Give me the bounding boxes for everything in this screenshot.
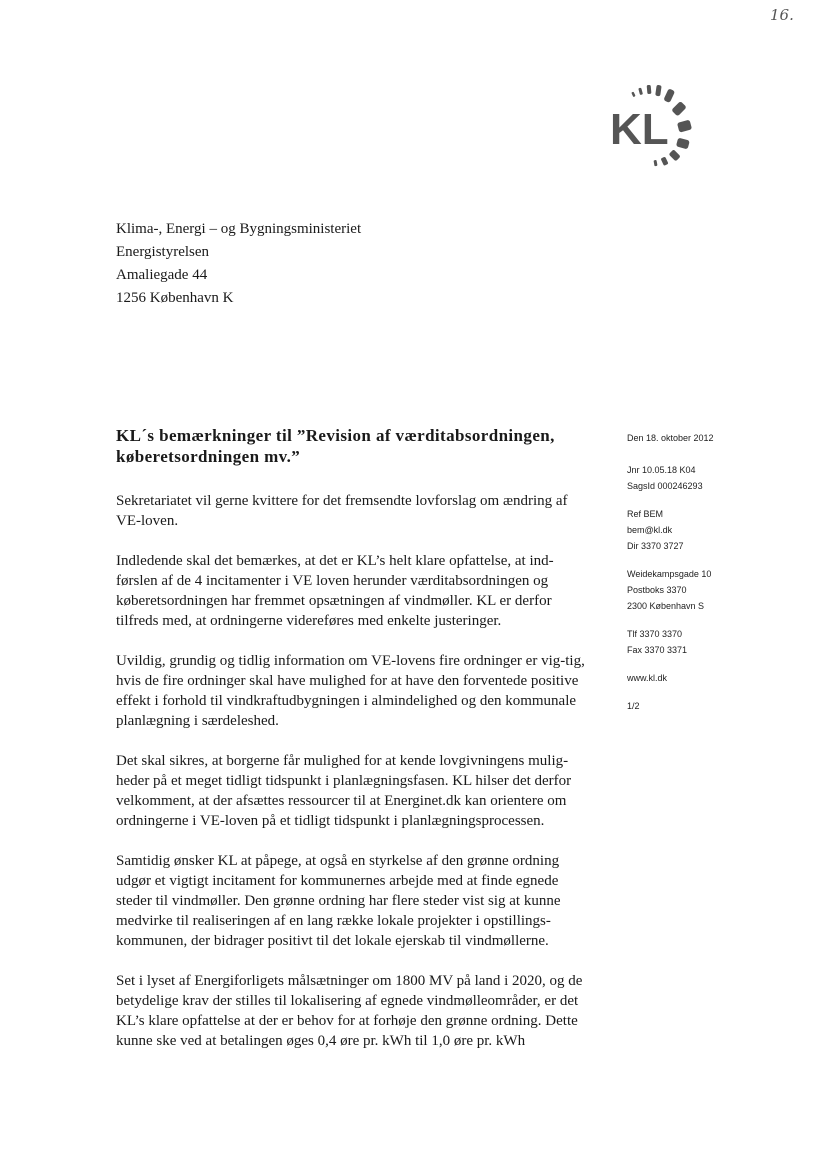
kl-logo	[608, 82, 708, 174]
letter-body	[116, 491, 592, 1071]
recipient-line: Amaliegade 44	[116, 267, 208, 283]
page-count: 1/2	[627, 701, 640, 711]
letter-date: Den 18. oktober 2012	[627, 433, 714, 443]
website: www.kl.dk	[627, 673, 668, 683]
street: Weidekampsgade 10	[627, 569, 712, 579]
letter-title: KL´s bemærkninger til ”Revision af værditabsordningen, køberetsordningen mv.”	[116, 426, 555, 466]
phone: Tlf 3370 3370	[627, 629, 683, 639]
body-paragraph: Uvildig, grundig og tidlig information om VE-lovens fire ordninger er vig-tig, hvis de fire ordninger skal have mulighed for at have den forventede positive effekt i forhold til vindkraftudbygningen i almindelighed og den kommunale planlægning i særdeleshed.	[116, 653, 585, 729]
body-paragraph: Samtidig ønsker KL at påpege, at også en styrkelse af den grønne ordning udgør et vigtigt incitament for kommunernes arbejde med at finde egnede steder til vindmøller. Den grønne ordning har flere steder vist sig at kunne medvirke til realiseringen af en lang række lokale projekter i opstillings-kommunen, der bidrager positivt til det lokale ejerskab til vindmøllerne.	[116, 853, 561, 949]
fax: Fax 3370 3371	[627, 645, 688, 655]
contact-info	[627, 506, 787, 554]
journal-number: Jnr 10.05.18 K04	[627, 465, 696, 475]
direct-phone: Dir 3370 3727	[627, 541, 684, 551]
body-paragraph: Set i lyset af Energiforligets målsætninger om 1800 MV på land i 2020, og de betydelige krav der stilles til lokalisering af egnede vindmølleområder, er det KL’s klare opfattelse at der er behov for at forhøje den grønne ordning. Dette kunne ske ved at betalingen øges 0,4 øre pr. kWh til 1,0 øre pr. kWh	[116, 973, 583, 1049]
body-paragraph: Sekretariatet vil gerne kvittere for det fremsendte lovforslag om ændring af VE-loven.	[116, 493, 568, 529]
phone-info	[627, 626, 787, 658]
recipient-line: 1256 København K	[116, 290, 234, 306]
page-number: 16.	[770, 6, 794, 24]
recipient-address	[116, 218, 361, 310]
postal-city: 2300 København S	[627, 601, 705, 611]
email: bem@kl.dk	[627, 525, 673, 535]
recipient-line: Klima-, Energi – og Bygningsministeriet	[116, 221, 362, 237]
po-box: Postboks 3370	[627, 585, 687, 595]
case-id: SagsId 000246293	[627, 481, 703, 491]
body-paragraph: Indledende skal det bemærkes, at det er KL’s helt klare opfattelse, at ind-førslen af de 4 incitamenter i VE loven herunder værditabsordningen og køberetsordningen har fremmet opsætningen af vindmøller. KL er derfor tilfreds med, at ordningerne videreføres med enkelte justeringer.	[116, 553, 554, 629]
letter-sidebar	[627, 430, 787, 726]
sender-address	[627, 566, 787, 614]
body-paragraph: Det skal sikres, at borgerne får mulighed for at kende lovgivningens mulig-heder på et meget tidligt tidspunkt i planlægningsfasen. KL hilser det derfor velkomment, at der afsættes ressourcer til at Energinet.dk kan orientere om ordningerne i VE-loven på et tidligt tidspunkt i planlægningsprocessen.	[116, 753, 572, 829]
reference: Ref BEM	[627, 509, 664, 519]
recipient-line: Energistyrelsen	[116, 244, 210, 260]
logo-text: KL	[610, 105, 669, 154]
case-reference	[627, 462, 787, 494]
